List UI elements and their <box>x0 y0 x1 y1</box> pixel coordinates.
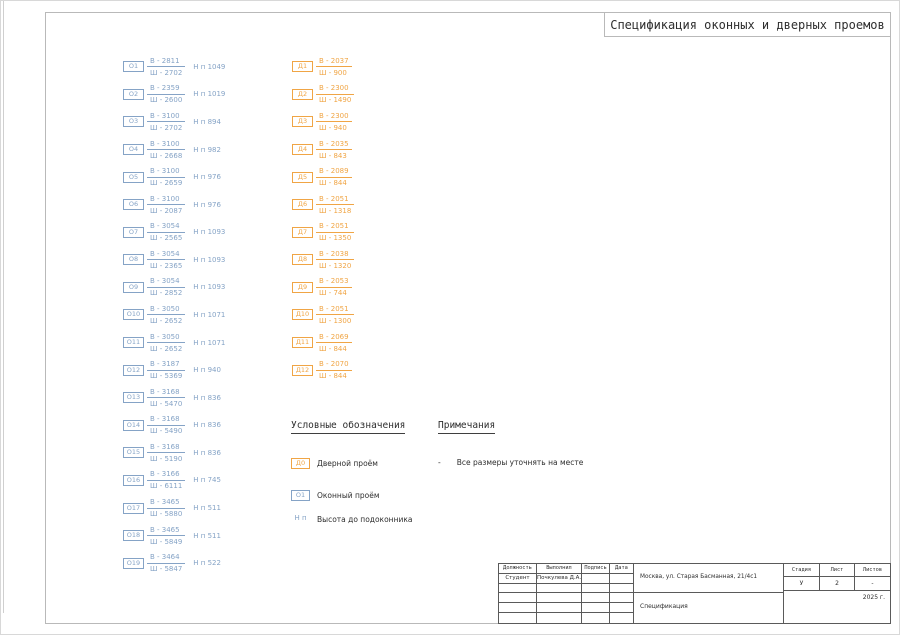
spec-item-dimensions <box>147 443 185 463</box>
spec-item-height: В - 3168 <box>147 443 185 454</box>
spec-item-dimensions <box>147 415 185 435</box>
title-block-cell <box>582 613 610 623</box>
spec-item <box>292 218 354 246</box>
spec-item-dimensions <box>316 250 354 270</box>
spec-item <box>123 329 225 357</box>
spec-item-tag: О1 <box>123 61 144 72</box>
spec-item-tag: О13 <box>123 392 144 403</box>
spec-item-height: В - 3465 <box>147 526 185 537</box>
spec-item <box>123 163 225 191</box>
spec-item-height: В - 2051 <box>316 305 354 316</box>
spec-item-width: Ш - 744 <box>319 289 347 298</box>
spec-item-tag: О17 <box>123 503 144 514</box>
title-block-staff-table <box>499 564 634 623</box>
legend-item-label: Дверной проём <box>317 459 378 468</box>
spec-item-tag: О4 <box>123 144 144 155</box>
spec-item-width: Ш - 1300 <box>319 316 352 325</box>
spec-item-width: Ш - 2652 <box>150 344 183 353</box>
note-bullet: - <box>438 458 441 467</box>
spec-item-width: Ш - 2565 <box>150 234 183 243</box>
legend <box>291 413 451 525</box>
spec-item-width: Ш - 5490 <box>150 427 183 436</box>
title-block-cell: Дата <box>610 564 634 574</box>
spec-item-width: Ш - 2652 <box>150 316 183 325</box>
sheet-title-box <box>604 12 891 37</box>
title-block-cell <box>582 574 610 584</box>
spec-item-width: Ш - 900 <box>319 68 347 77</box>
title-block-cell <box>582 584 610 594</box>
spec-item <box>292 329 354 357</box>
spec-item-width: Ш - 940 <box>319 123 347 132</box>
spec-item-sill-height: Н п 1093 <box>193 255 226 264</box>
spec-item <box>292 81 354 109</box>
spec-item-dimensions <box>147 360 185 380</box>
spec-item-dimensions <box>147 222 185 242</box>
title-block-cell <box>537 584 582 594</box>
spec-item-dimensions <box>147 277 185 297</box>
spec-item-sill-height: Н п 511 <box>193 531 221 540</box>
spec-item-width: Ш - 2600 <box>150 96 183 105</box>
spec-item-tag: Д10 <box>292 309 313 320</box>
spec-item-height: В - 2300 <box>316 112 352 123</box>
spec-item <box>123 136 225 164</box>
spec-item-width: Ш - 2087 <box>150 206 183 215</box>
spec-item-dimensions <box>147 195 185 215</box>
title-block-cell <box>499 584 537 594</box>
project-address: Москва, ул. Старая Басманная, 21/4с1 <box>634 564 783 593</box>
spec-item-tag: О10 <box>123 309 144 320</box>
spec-item-tag: Д1 <box>292 61 313 72</box>
title-block-cell <box>610 613 634 623</box>
legend-item-tag: Д0 <box>291 458 310 469</box>
spec-item <box>123 218 225 246</box>
spec-item-dimensions <box>147 333 185 353</box>
spec-item-tag: О6 <box>123 199 144 210</box>
spec-item-tag: О18 <box>123 530 144 541</box>
spec-item-sill-height: Н п 745 <box>193 476 221 485</box>
spec-item-height: В - 2051 <box>316 222 354 233</box>
spec-item-tag: Д12 <box>292 365 313 376</box>
spec-item-height: В - 2089 <box>316 167 352 178</box>
spec-item-dimensions <box>316 195 354 215</box>
spec-item-sill-height: Н п 1093 <box>193 228 226 237</box>
spec-item-tag: Д6 <box>292 199 313 210</box>
spec-item-width: Ш - 2365 <box>150 261 183 270</box>
document-name: Спецификация <box>640 603 688 610</box>
spec-item-tag: Д5 <box>292 172 313 183</box>
spec-item <box>123 494 225 522</box>
sheets-header: Листов <box>854 564 890 577</box>
spec-item-width: Ш - 2702 <box>150 68 183 77</box>
notes-title: Примечания <box>438 420 495 434</box>
spec-item-sill-height: Н п 940 <box>193 366 221 375</box>
legend-title: Условные обозначения <box>291 420 405 434</box>
title-block-middle <box>634 564 784 623</box>
page-edge-line <box>3 1 4 613</box>
spec-item-tag: О11 <box>123 337 144 348</box>
spec-item <box>123 522 225 550</box>
spec-item-width: Ш - 843 <box>319 151 347 160</box>
spec-item-width: Ш - 2668 <box>150 151 183 160</box>
spec-item-dimensions <box>147 167 185 187</box>
title-block-cell <box>499 593 537 603</box>
spec-item-tag: О16 <box>123 475 144 486</box>
spec-item-dimensions <box>316 333 352 353</box>
spec-item-dimensions <box>147 84 185 104</box>
spec-item <box>123 439 225 467</box>
spec-item-tag: Д3 <box>292 116 313 127</box>
spec-item-tag: О19 <box>123 558 144 569</box>
spec-item-dimensions <box>316 112 352 132</box>
spec-item-height: В - 3168 <box>147 388 185 399</box>
spec-item <box>292 191 354 219</box>
stage-value: У <box>784 577 819 591</box>
spec-item-width: Ш - 1318 <box>319 206 352 215</box>
spec-item <box>123 53 225 81</box>
spec-item-tag: О5 <box>123 172 144 183</box>
title-block-cell <box>610 584 634 594</box>
spec-item-width: Ш - 5190 <box>150 454 183 463</box>
spec-item-width: Ш - 844 <box>319 372 347 381</box>
title-block-cell <box>582 593 610 603</box>
spec-item-tag: Д2 <box>292 89 313 100</box>
spec-item-height: В - 3054 <box>147 250 185 261</box>
spec-item-dimensions <box>147 140 185 160</box>
legend-items <box>291 458 451 525</box>
spec-item-height: В - 3054 <box>147 222 185 233</box>
spec-item <box>123 301 225 329</box>
spec-item-sill-height: Н п 976 <box>193 173 221 182</box>
notes-items <box>438 458 638 467</box>
year-label: 2025 г. <box>862 594 885 601</box>
spec-item-sill-height: Н п 511 <box>193 504 221 513</box>
spec-item <box>123 412 225 440</box>
spec-item-height: В - 2811 <box>147 57 185 68</box>
spec-item-height: В - 2069 <box>316 333 352 344</box>
spec-item-sill-height: Н п 976 <box>193 200 221 209</box>
spec-item-width: Ш - 6111 <box>150 482 183 491</box>
spec-item-height: В - 3166 <box>147 470 185 481</box>
spec-item-tag: О14 <box>123 420 144 431</box>
spec-item <box>123 384 225 412</box>
spec-item-width: Ш - 1350 <box>319 234 352 243</box>
spec-item-dimensions <box>147 553 185 573</box>
spec-item-dimensions <box>316 57 352 77</box>
title-block-cell: Выполнил <box>537 564 582 574</box>
spec-item-width: Ш - 1320 <box>319 261 352 270</box>
spec-item-dimensions <box>147 305 185 325</box>
spec-item-tag: О7 <box>123 227 144 238</box>
spec-item-dimensions <box>316 167 352 187</box>
notes <box>438 413 638 467</box>
spec-item-width: Ш - 1490 <box>319 96 352 105</box>
spec-item-height: В - 3100 <box>147 112 185 123</box>
title-block-sheet-info <box>784 564 890 623</box>
spec-item-height: В - 2070 <box>316 360 352 371</box>
title-block-cell <box>499 613 537 623</box>
title-block-cell <box>610 593 634 603</box>
spec-item-dimensions <box>316 140 352 160</box>
sheet-title: Спецификация оконных и дверных проемов <box>610 17 885 32</box>
spec-item-dimensions <box>316 277 352 297</box>
door-spec-list <box>292 53 354 384</box>
title-block-cell <box>537 613 582 623</box>
spec-item-height: В - 3168 <box>147 415 185 426</box>
spec-item-dimensions <box>147 498 185 518</box>
spec-item-height: В - 3187 <box>147 360 185 371</box>
spec-item-height: В - 2359 <box>147 84 185 95</box>
spec-item <box>123 81 225 109</box>
legend-item-tag: О1 <box>291 490 310 501</box>
spec-item-width: Ш - 2702 <box>150 123 183 132</box>
title-block-cell: Студент <box>499 574 537 584</box>
spec-item-dimensions <box>147 470 185 490</box>
spec-item <box>292 274 354 302</box>
spec-item-height: В - 3100 <box>147 167 185 178</box>
spec-item-sill-height: Н п 894 <box>193 117 221 126</box>
title-block-cell <box>610 603 634 613</box>
spec-item-height: В - 3465 <box>147 498 185 509</box>
spec-item-sill-height: Н п 522 <box>193 559 221 568</box>
spec-item-tag: О2 <box>123 89 144 100</box>
spec-item-width: Ш - 2659 <box>150 179 183 188</box>
spec-item-tag: О3 <box>123 116 144 127</box>
spec-item-height: В - 2038 <box>316 250 354 261</box>
note-item <box>438 458 638 467</box>
spec-item <box>292 301 354 329</box>
sheets-value: - <box>854 577 890 591</box>
spec-item-height: В - 2053 <box>316 277 352 288</box>
spec-item-dimensions <box>147 112 185 132</box>
spec-item-tag: О8 <box>123 254 144 265</box>
spec-item <box>292 53 354 81</box>
spec-item-sill-height: Н п 1071 <box>193 310 226 319</box>
spec-item-dimensions <box>147 57 185 77</box>
spec-item-width: Ш - 5369 <box>150 372 183 381</box>
spec-item-height: В - 2051 <box>316 195 354 206</box>
spec-item <box>292 356 354 384</box>
spec-item-width: Ш - 844 <box>319 179 347 188</box>
spec-item-dimensions <box>316 222 354 242</box>
title-block-cell: Подпись <box>582 564 610 574</box>
spec-item-height: В - 2300 <box>316 84 354 95</box>
spec-item <box>123 191 225 219</box>
spec-item-sill-height: Н п 1071 <box>193 338 226 347</box>
spec-item <box>123 356 225 384</box>
spec-item <box>292 136 354 164</box>
sheet-header: Лист <box>819 564 854 577</box>
spec-item-sill-height: Н п 836 <box>193 393 221 402</box>
title-block-cell <box>537 593 582 603</box>
title-block-cell: Должность <box>499 564 537 574</box>
spec-item-width: Ш - 5849 <box>150 537 183 546</box>
spec-item <box>123 108 225 136</box>
spec-item-dimensions <box>316 305 354 325</box>
spec-item-height: В - 3464 <box>147 553 185 564</box>
spec-item-width: Ш - 5470 <box>150 399 183 408</box>
spec-item-tag: Д9 <box>292 282 313 293</box>
sheet-value: 2 <box>819 577 854 591</box>
spec-item-height: В - 3100 <box>147 140 185 151</box>
window-spec-list <box>123 53 225 577</box>
spec-item <box>123 246 225 274</box>
legend-item <box>291 458 451 469</box>
spec-item-height: В - 3050 <box>147 305 185 316</box>
title-block-cell <box>499 603 537 613</box>
spec-item-sill-height: Н п 836 <box>193 421 221 430</box>
spec-item-width: Ш - 844 <box>319 344 347 353</box>
spec-item-tag: О15 <box>123 447 144 458</box>
spec-item-dimensions <box>316 84 354 104</box>
title-block-cell: Почкулева Д.А. <box>537 574 582 584</box>
spec-item-height: В - 2035 <box>316 140 352 151</box>
legend-item <box>291 514 451 525</box>
spec-item-tag: Д11 <box>292 337 313 348</box>
spec-item-sill-height: Н п 836 <box>193 448 221 457</box>
spec-item-sill-height: Н п 1093 <box>193 283 226 292</box>
spec-item <box>123 274 225 302</box>
spec-item-height: В - 3050 <box>147 333 185 344</box>
stage-header: Стадия <box>784 564 819 577</box>
spec-item-height: В - 3054 <box>147 277 185 288</box>
spec-item-width: Ш - 2852 <box>150 289 183 298</box>
spec-item-tag: О12 <box>123 365 144 376</box>
spec-item-dimensions <box>147 250 185 270</box>
spec-item-dimensions <box>147 388 185 408</box>
title-block-cell <box>537 603 582 613</box>
spec-item-dimensions <box>316 360 352 380</box>
spec-item <box>292 163 354 191</box>
spec-item-sill-height: Н п 1049 <box>193 62 226 71</box>
spec-item-sill-height: Н п 1019 <box>193 90 226 99</box>
legend-item-tag: Н п <box>294 514 307 522</box>
spec-item-tag: Д7 <box>292 227 313 238</box>
spec-item <box>123 549 225 577</box>
title-block-cell <box>582 603 610 613</box>
legend-item-label: Высота до подоконника <box>317 515 413 524</box>
spec-item-tag: Д8 <box>292 254 313 265</box>
spec-item <box>292 246 354 274</box>
note-text: Все размеры уточнять на месте <box>456 458 584 467</box>
spec-item-width: Ш - 5847 <box>150 565 183 574</box>
legend-item-label: Оконный проём <box>317 491 380 500</box>
spec-item-height: В - 3100 <box>147 195 185 206</box>
spec-item <box>123 467 225 495</box>
spec-item-sill-height: Н п 982 <box>193 145 221 154</box>
title-block <box>498 563 891 624</box>
spec-item <box>292 108 354 136</box>
title-block-cell <box>610 574 634 584</box>
spec-item-tag: Д4 <box>292 144 313 155</box>
spec-item-tag: О9 <box>123 282 144 293</box>
legend-item <box>291 490 451 501</box>
spec-item-width: Ш - 5880 <box>150 510 183 519</box>
spec-item-height: В - 2037 <box>316 57 352 68</box>
spec-item-dimensions <box>147 526 185 546</box>
